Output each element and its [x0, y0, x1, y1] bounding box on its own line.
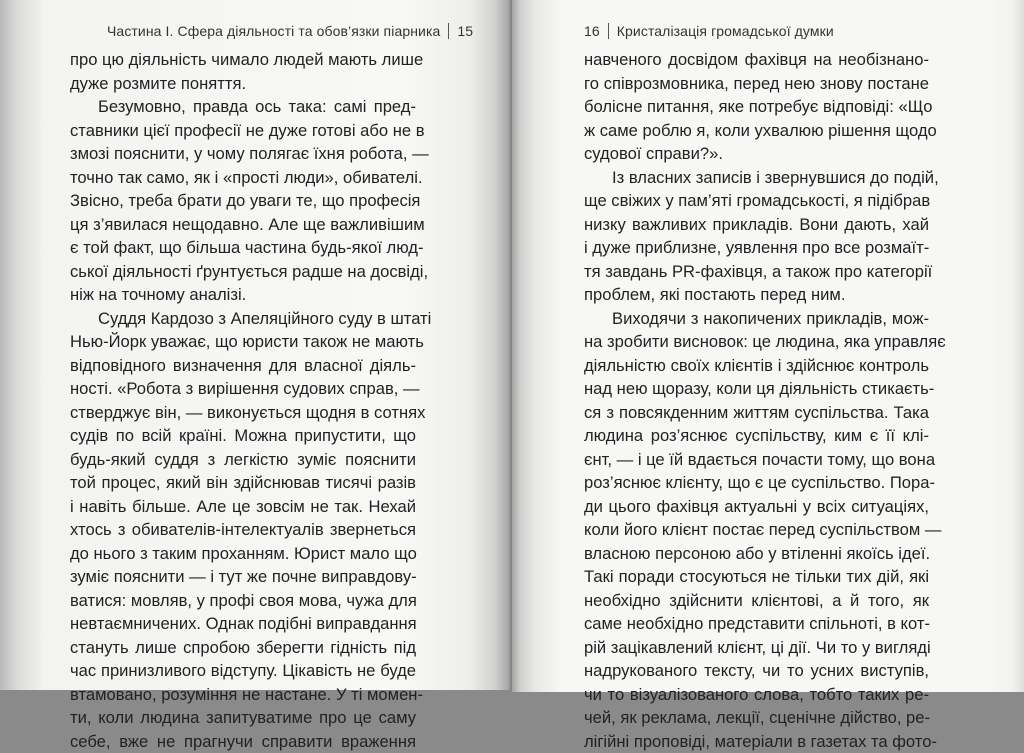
text-line: втамовано, розуміння не настане. У ті момен-: [70, 683, 416, 707]
right-header-title: Кристалізація громадської думки: [617, 23, 834, 39]
text-line: невтаємничених. Однак подібні виправдання: [70, 612, 416, 636]
text-line: го співрозмовника, перед нею знову постане: [584, 72, 929, 96]
text-line: необхідно здійснити клієнтові, а й того, як: [584, 589, 929, 613]
left-running-header: [107, 23, 473, 39]
text-line: коли його клієнт постає перед суспільством —: [584, 518, 929, 542]
right-body-text: [584, 48, 929, 753]
text-line: точно так само, як і «прості люди», обивателі.: [70, 166, 416, 190]
text-line: ніж на точному аналізі.: [70, 283, 416, 307]
text-line: і дуже приблизне, уявлення про все розмаїт-: [584, 236, 929, 260]
text-line: чей, як реклама, лекції, сценічне дійство, ре-: [584, 706, 929, 730]
text-line: стануть лише спробою зберегти гідність під: [70, 636, 416, 660]
text-line: діяльністю своїх клієнтів і здійснює контроль: [584, 354, 929, 378]
text-line: Такі поради стосуються не тільки тих дій, які: [584, 565, 929, 589]
text-line: стверджує він, — виконується щодня в сотнях: [70, 401, 416, 425]
text-line: ватися: мовляв, у профі своя мова, чужа для: [70, 589, 416, 613]
text-line: єнт, — і це їй вдається почасти тому, що вона: [584, 448, 929, 472]
text-line: навченого досвідом фахівця на необізнано-: [584, 48, 929, 72]
header-divider: [608, 23, 609, 39]
text-line: чи то візуалізованого слова, тобто таких ре-: [584, 683, 929, 707]
text-line: Із власних записів і звернувшися до подій,: [584, 166, 929, 190]
text-line: проблем, які постають перед ним.: [584, 283, 929, 307]
text-line: ди цього фахівця актуальні у всіх ситуаціях,: [584, 495, 929, 519]
text-line: тя завдань PR-фахівця, а також про категорії: [584, 260, 929, 284]
text-line: ся з повсякденним життям суспільства. Така: [584, 401, 929, 425]
text-line: Безумовно, правда ось така: самі пред-: [70, 95, 416, 119]
text-line: дуже розмите поняття.: [70, 72, 416, 96]
text-line: на зробити висновок: це людина, яка управляє: [584, 330, 929, 354]
text-line: ще свіжих у пам’яті громадськості, я підібрав: [584, 189, 929, 213]
text-line: до нього з таким проханням. Юрист мало що: [70, 542, 416, 566]
text-line: лігійні проповіді, матеріали в газетах та фото-: [584, 730, 929, 753]
left-body-text: [70, 48, 416, 753]
text-line: і навіть більше. Але це зовсім не так. Нехай: [70, 495, 416, 519]
right-page-number: 16: [584, 23, 600, 39]
text-line: той процес, який він здійснював тисячі разів: [70, 471, 416, 495]
text-line: відповідного визначення для власної діяль-: [70, 354, 416, 378]
text-line: є той факт, що більша частина будь-якої люд-: [70, 236, 416, 260]
text-line: власною персоною або у втіленні якоїсь ідеї.: [584, 542, 929, 566]
text-line: Нью-Йорк уважає, що юристи також не мають: [70, 330, 416, 354]
text-line: судів по всій країні. Можна припустити, що: [70, 424, 416, 448]
text-line: зуміє пояснити — і тут же почне виправдову-: [70, 565, 416, 589]
text-line: роз’яснює клієнту, що є це суспільство. Пора-: [584, 471, 929, 495]
text-line: низку важливих прикладів. Вони дають, хай: [584, 213, 929, 237]
text-line: будь-який суддя з легкістю зуміє пояснити: [70, 448, 416, 472]
text-line: Виходячи з накопичених прикладів, мож-: [584, 307, 929, 331]
text-line: час принизливого відступу. Цікавість не буде: [70, 659, 416, 683]
text-line: ставники цієї професії не дуже готові або не в: [70, 119, 416, 143]
text-line: ської діяльності ґрунтується радше на досвіді,: [70, 260, 416, 284]
text-line: хтось з обивателів-інтелектуалів звернеться: [70, 518, 416, 542]
text-line: ж саме роблю я, коли ухвалюю рішення щодо: [584, 119, 929, 143]
text-line: болісне питання, яке потребує відповіді: «Що: [584, 95, 929, 119]
header-divider: [448, 23, 449, 39]
text-line: рій зацікавлений клієнт, ці дії. Чи то у вигляді: [584, 636, 929, 660]
text-line: ності. «Робота з вирішення судових справ, —: [70, 377, 416, 401]
text-line: ця з’явилася нещодавно. Але ще важливішим: [70, 213, 416, 237]
text-line: Звісно, треба брати до уваги те, що професія: [70, 189, 416, 213]
text-line: саме необхідно представити спільноті, в кот-: [584, 612, 929, 636]
right-page: [512, 0, 1024, 692]
text-line: змозі пояснити, у чому полягає їхня робота, —: [70, 142, 416, 166]
text-line: ти, коли людина запитуватиме про це саму: [70, 706, 416, 730]
left-header-title: Частина І. Сфера діяльності та обов’язки піарника: [107, 23, 440, 39]
left-page-number: 15: [457, 23, 473, 39]
text-line: про цю діяльність чимало людей мають лише: [70, 48, 416, 72]
text-line: себе, вже не прагнучи справити враження: [70, 730, 416, 753]
text-line: судової справи?».: [584, 142, 929, 166]
text-line: людина роз’яснює суспільству, ким є її клі-: [584, 424, 929, 448]
left-page: [0, 0, 512, 690]
right-running-header: [584, 23, 834, 39]
text-line: надрукованого тексту, чи то усних виступів,: [584, 659, 929, 683]
text-line: над нею щоразу, коли ця діяльність стикаєть-: [584, 377, 929, 401]
text-line: Суддя Кардозо з Апеляційного суду в штаті: [70, 307, 416, 331]
